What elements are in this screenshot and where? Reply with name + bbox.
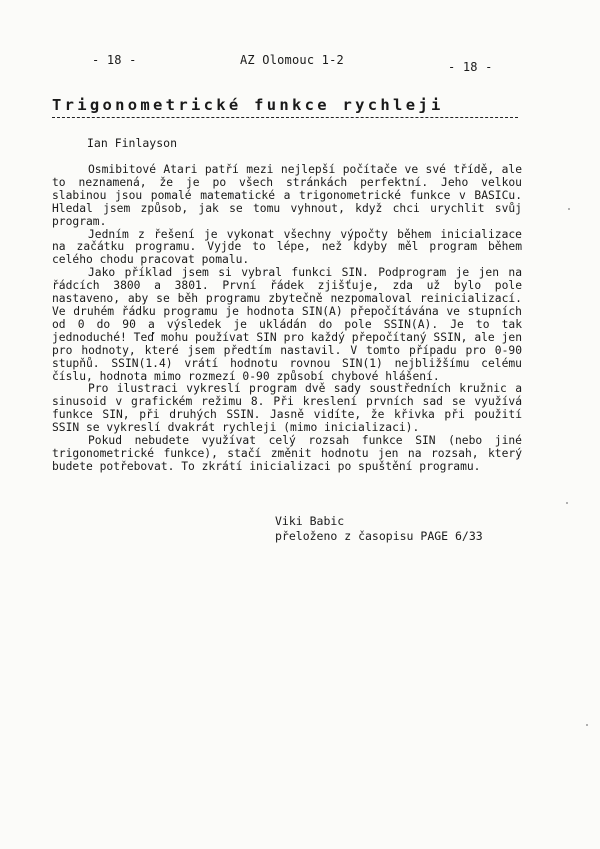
article-body [52, 164, 522, 474]
title-underline [52, 117, 518, 118]
scan-speck [568, 208, 570, 210]
paragraph: Osmibitové Atari patří mezi nejlepší počítače ve své třídě, ale to neznamená, že je po všech stránkách perfektní. Jeho velkou slabinou jsou pomalé matematické a trigonometrické funkce v BASICu. Hledal jsem způsob, jak se tomu vyhnout, když chci urychlit svůj program. [52, 163, 522, 228]
scan-speck [586, 724, 588, 726]
paragraph: Pokud nebudete využívat celý rozsah funkce SIN (nebo jiné trigonometrické funkce), stačí změnit hodnotu jen na rozsah, který budete potřebovat. To zkrátí inicializaci po spuštění programu. [52, 434, 522, 473]
running-header: AZ Olomouc 1-2 [240, 53, 344, 67]
paragraph: Pro ilustraci vykreslí program dvě sady soustředních kružnic a sinusoid v grafickém režimu 8. Při kreslení prvních sad se využívá funkce SIN, při druhých SSIN. Jasně vidíte, že křivka při použití SSIN se vykreslí dvakrát rychleji (mimo inicializaci). [52, 382, 522, 435]
article-author: Ian Finlayson [87, 136, 178, 150]
signature-name: Viki Babic [275, 514, 345, 528]
paragraph: Jako příklad jsem si vybral funkci SIN. Podprogram je jen na řádcích 3800 a 3801. První řádek zjišťuje, zda už bylo pole nastaveno, aby se běh programu zbytečně nezpomaloval reinicializací. Ve druhém řádku programu je hodnota SIN(A) přepočítávána ve stupních od 0 do 90 a výsledek je ukládán do pole SSIN(A). Je to tak jednoduché! Teď mohu používat SIN pro každý přepočítaný SSIN, ale jen pro hodnoty, které jsem předtím nastavil. V tomto případu pro 0-90 stupňů. SSIN(1.4) vrátí hodnotu rovnou SIN(1) nejbližšímu celému číslu, hodnota mimo rozmezí 0-90 způsobí chybové hlášení. [52, 266, 522, 383]
page-number-right: - 18 - [448, 60, 493, 74]
paragraph: Jedním z řešení je vykonat všechny výpočty během inicializace na začátku programu. Vyjde to lépe, než kdyby měl program během celého chodu pracovat pomalu. [52, 227, 522, 267]
scan-speck [566, 502, 568, 504]
article-title: Trigonometrické funkce rychleji [52, 96, 444, 114]
page-number-left: - 18 - [92, 53, 137, 67]
signature-source: přeloženo z časopisu PAGE 6/33 [275, 529, 483, 543]
